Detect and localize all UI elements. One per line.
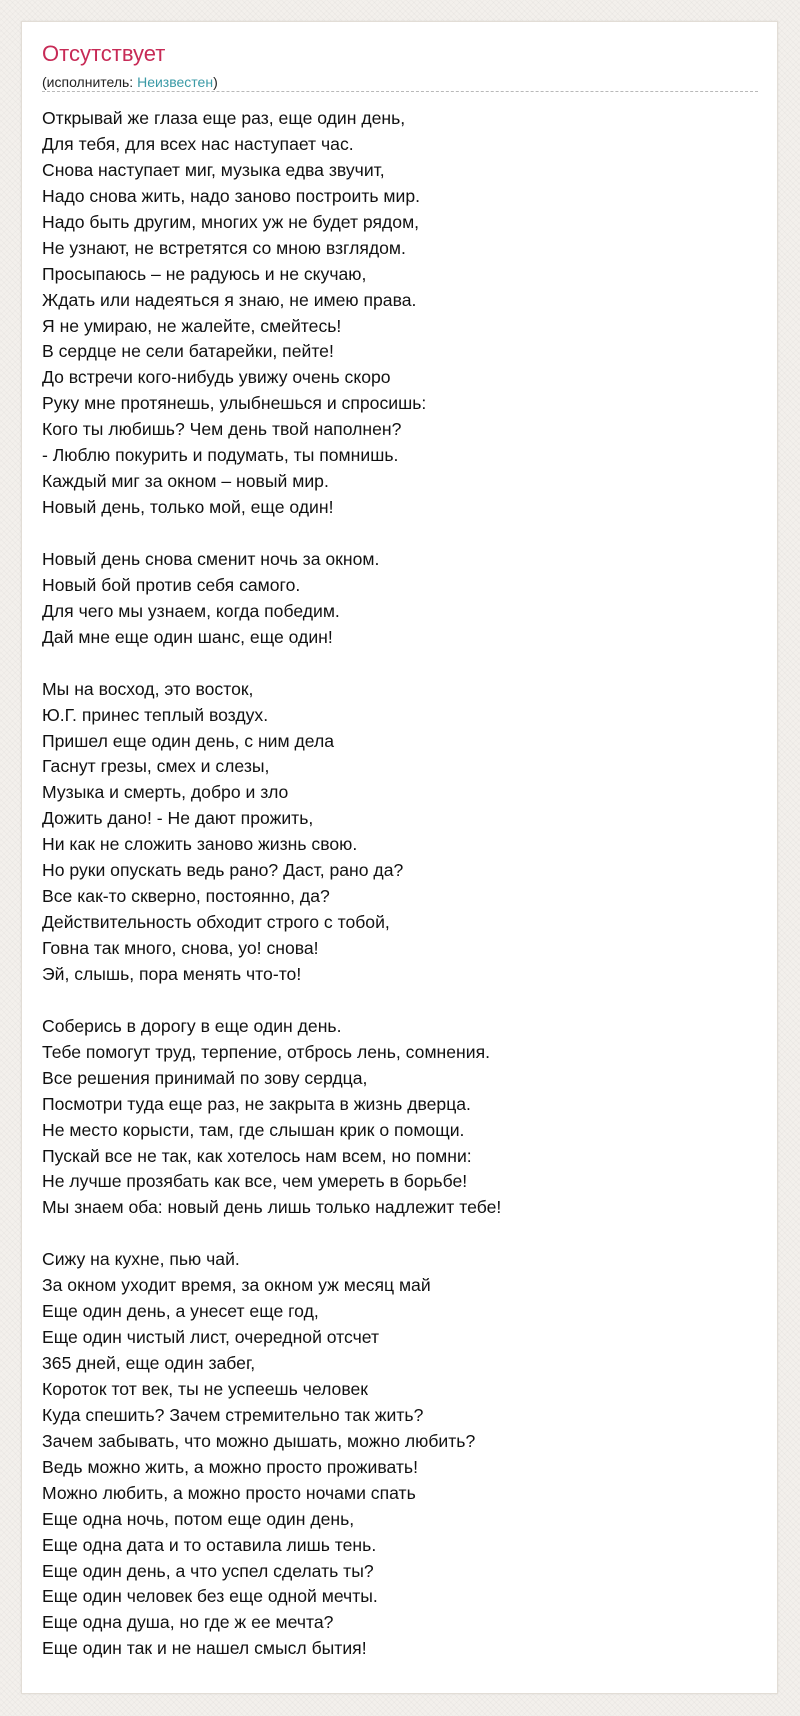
lyric-line: Зачем забывать, что можно дышать, можно любить?	[42, 1430, 476, 1451]
lyric-line: Говна так много, снова, уо! снова!	[42, 938, 319, 958]
lyric-line: Мы знаем оба: новый день лишь только надлежит тебе!	[42, 1197, 502, 1218]
stanza-gap	[42, 651, 758, 677]
lyric-line: Снова наступает миг, музыка едва звучит,	[42, 159, 385, 180]
artist-suffix: )	[213, 74, 218, 90]
artist-prefix: (исполнитель:	[42, 74, 138, 90]
lyric-line: Соберись в дорогу в еще один день.	[42, 1015, 342, 1036]
lyric-line: Еще одна дата и то оставила лишь тень.	[42, 1534, 377, 1555]
stanza	[42, 547, 758, 651]
lyric-line: Новый день, только мой, еще один!	[42, 497, 334, 518]
lyric-line: Посмотри туда еще раз, не закрыта в жизнь дверца.	[42, 1093, 471, 1114]
lyric-line: Ждать или надеяться я знаю, не имею права.	[42, 289, 417, 310]
lyric-line: Ни как не сложить заново жизнь свою.	[42, 834, 358, 855]
lyric-line: Сижу на кухне, пью чай.	[42, 1249, 240, 1270]
lyric-line: Не место корысти, там, где слышан крик о помощи.	[42, 1119, 465, 1140]
stanza-gap	[42, 521, 758, 547]
lyrics-text	[42, 106, 758, 1662]
stanza	[42, 106, 758, 521]
lyric-line: Не лучше прозябать как все, чем умереть в борьбе!	[42, 1171, 468, 1192]
lyric-line: Просыпаюсь – не радуюсь и не скучаю,	[42, 263, 367, 284]
lyric-line: Руку мне протянешь, улыбнешься и спросишь:	[42, 393, 427, 414]
lyric-line: За окном уходит время, за окном уж месяц май	[42, 1275, 431, 1296]
lyric-line: Куда спешить? Зачем стремительно так жить?	[42, 1404, 424, 1425]
lyric-line: Не узнают, не встретятся со мною взглядом.	[42, 237, 406, 258]
lyric-line: В сердце не сели батарейки, пейте!	[42, 341, 334, 362]
lyric-line: Для тебя, для всех нас наступает час.	[42, 133, 354, 154]
lyric-line: Дожить дано! - Не дают прожить,	[42, 808, 314, 829]
stanza	[42, 1247, 758, 1662]
stanza-gap	[42, 1221, 758, 1247]
lyric-line: Тебе помогут труд, терпение, отбрось лень, сомнения.	[42, 1041, 490, 1062]
lyric-line: Каждый миг за окном – новый мир.	[42, 471, 329, 492]
lyric-line: Новый день снова сменит ночь за окном.	[42, 548, 380, 569]
lyric-line: Открывай же глаза еще раз, еще один день,	[42, 108, 406, 128]
lyric-line: Эй, слышь, пора менять что-то!	[42, 963, 302, 984]
lyric-line: Еще одна душа, но где ж ее мечта?	[42, 1612, 334, 1633]
stanza-gap	[42, 988, 758, 1014]
lyric-line: Гаснут грезы, смех и слезы,	[42, 756, 270, 777]
lyric-line: Еще один день, а что успел сделать ты?	[42, 1560, 374, 1581]
lyric-line: Все решения принимай по зову сердца,	[42, 1067, 368, 1088]
lyric-line: Еще один день, а унесет еще год,	[42, 1301, 319, 1322]
lyric-line: Для чего мы узнаем, когда победим.	[42, 600, 340, 621]
lyric-line: Пускай все не так, как хотелось нам всем, но помни:	[42, 1145, 472, 1166]
lyric-line: До встречи кого-нибудь увижу очень скоро	[42, 367, 391, 388]
lyric-line: Надо быть другим, многих уж не будет рядом,	[42, 211, 420, 232]
lyric-line: Еще одна ночь, потом еще один день,	[42, 1508, 355, 1529]
lyric-line: Короток тот век, ты не успеешь человек	[42, 1378, 368, 1399]
lyric-line: Действительность обходит строго с тобой,	[42, 912, 390, 933]
lyric-line: Пришел еще один день, с ним дела	[42, 730, 334, 751]
lyric-line: Надо снова жить, надо заново построить мир.	[42, 185, 421, 206]
lyric-line: Еще один так и не нашел смысл бытия!	[42, 1638, 367, 1659]
stanza	[42, 677, 758, 988]
song-title: Отсутствует	[42, 41, 166, 66]
lyric-line: Ю.Г. принес теплый воздух.	[42, 704, 269, 725]
lyric-line: Дай мне еще один шанс, еще один!	[42, 626, 333, 647]
lyric-line: Музыка и смерть, добро и зло	[42, 782, 289, 803]
lyric-line: Мы на восход, это восток,	[42, 678, 254, 699]
lyric-line: Но руки опускать ведь рано? Даст, рано да?	[42, 860, 404, 881]
lyric-line: Еще один чистый лист, очередной отсчет	[42, 1327, 380, 1348]
lyric-line: Я не умираю, не жалейте, смейтесь!	[42, 315, 342, 336]
lyric-line: - Люблю покурить и подумать, ты помнишь.	[42, 445, 399, 466]
artist-line	[42, 75, 758, 92]
lyric-line: Ведь можно жить, а можно просто проживать!	[42, 1456, 418, 1477]
artist-link[interactable]: Неизвестен	[137, 74, 214, 90]
lyrics-card	[21, 21, 778, 1694]
lyric-line: Кого ты любишь? Чем день твой наполнен?	[42, 419, 402, 440]
lyric-line: 365 дней, еще один забег,	[42, 1353, 256, 1373]
lyric-line: Новый бой против себя самого.	[42, 574, 301, 595]
stanza	[42, 1014, 758, 1222]
lyric-line: Все как-то скверно, постоянно, да?	[42, 886, 330, 907]
lyric-line: Можно любить, а можно просто ночами спать	[42, 1482, 416, 1503]
lyric-line: Еще один человек без еще одной мечты.	[42, 1586, 378, 1607]
